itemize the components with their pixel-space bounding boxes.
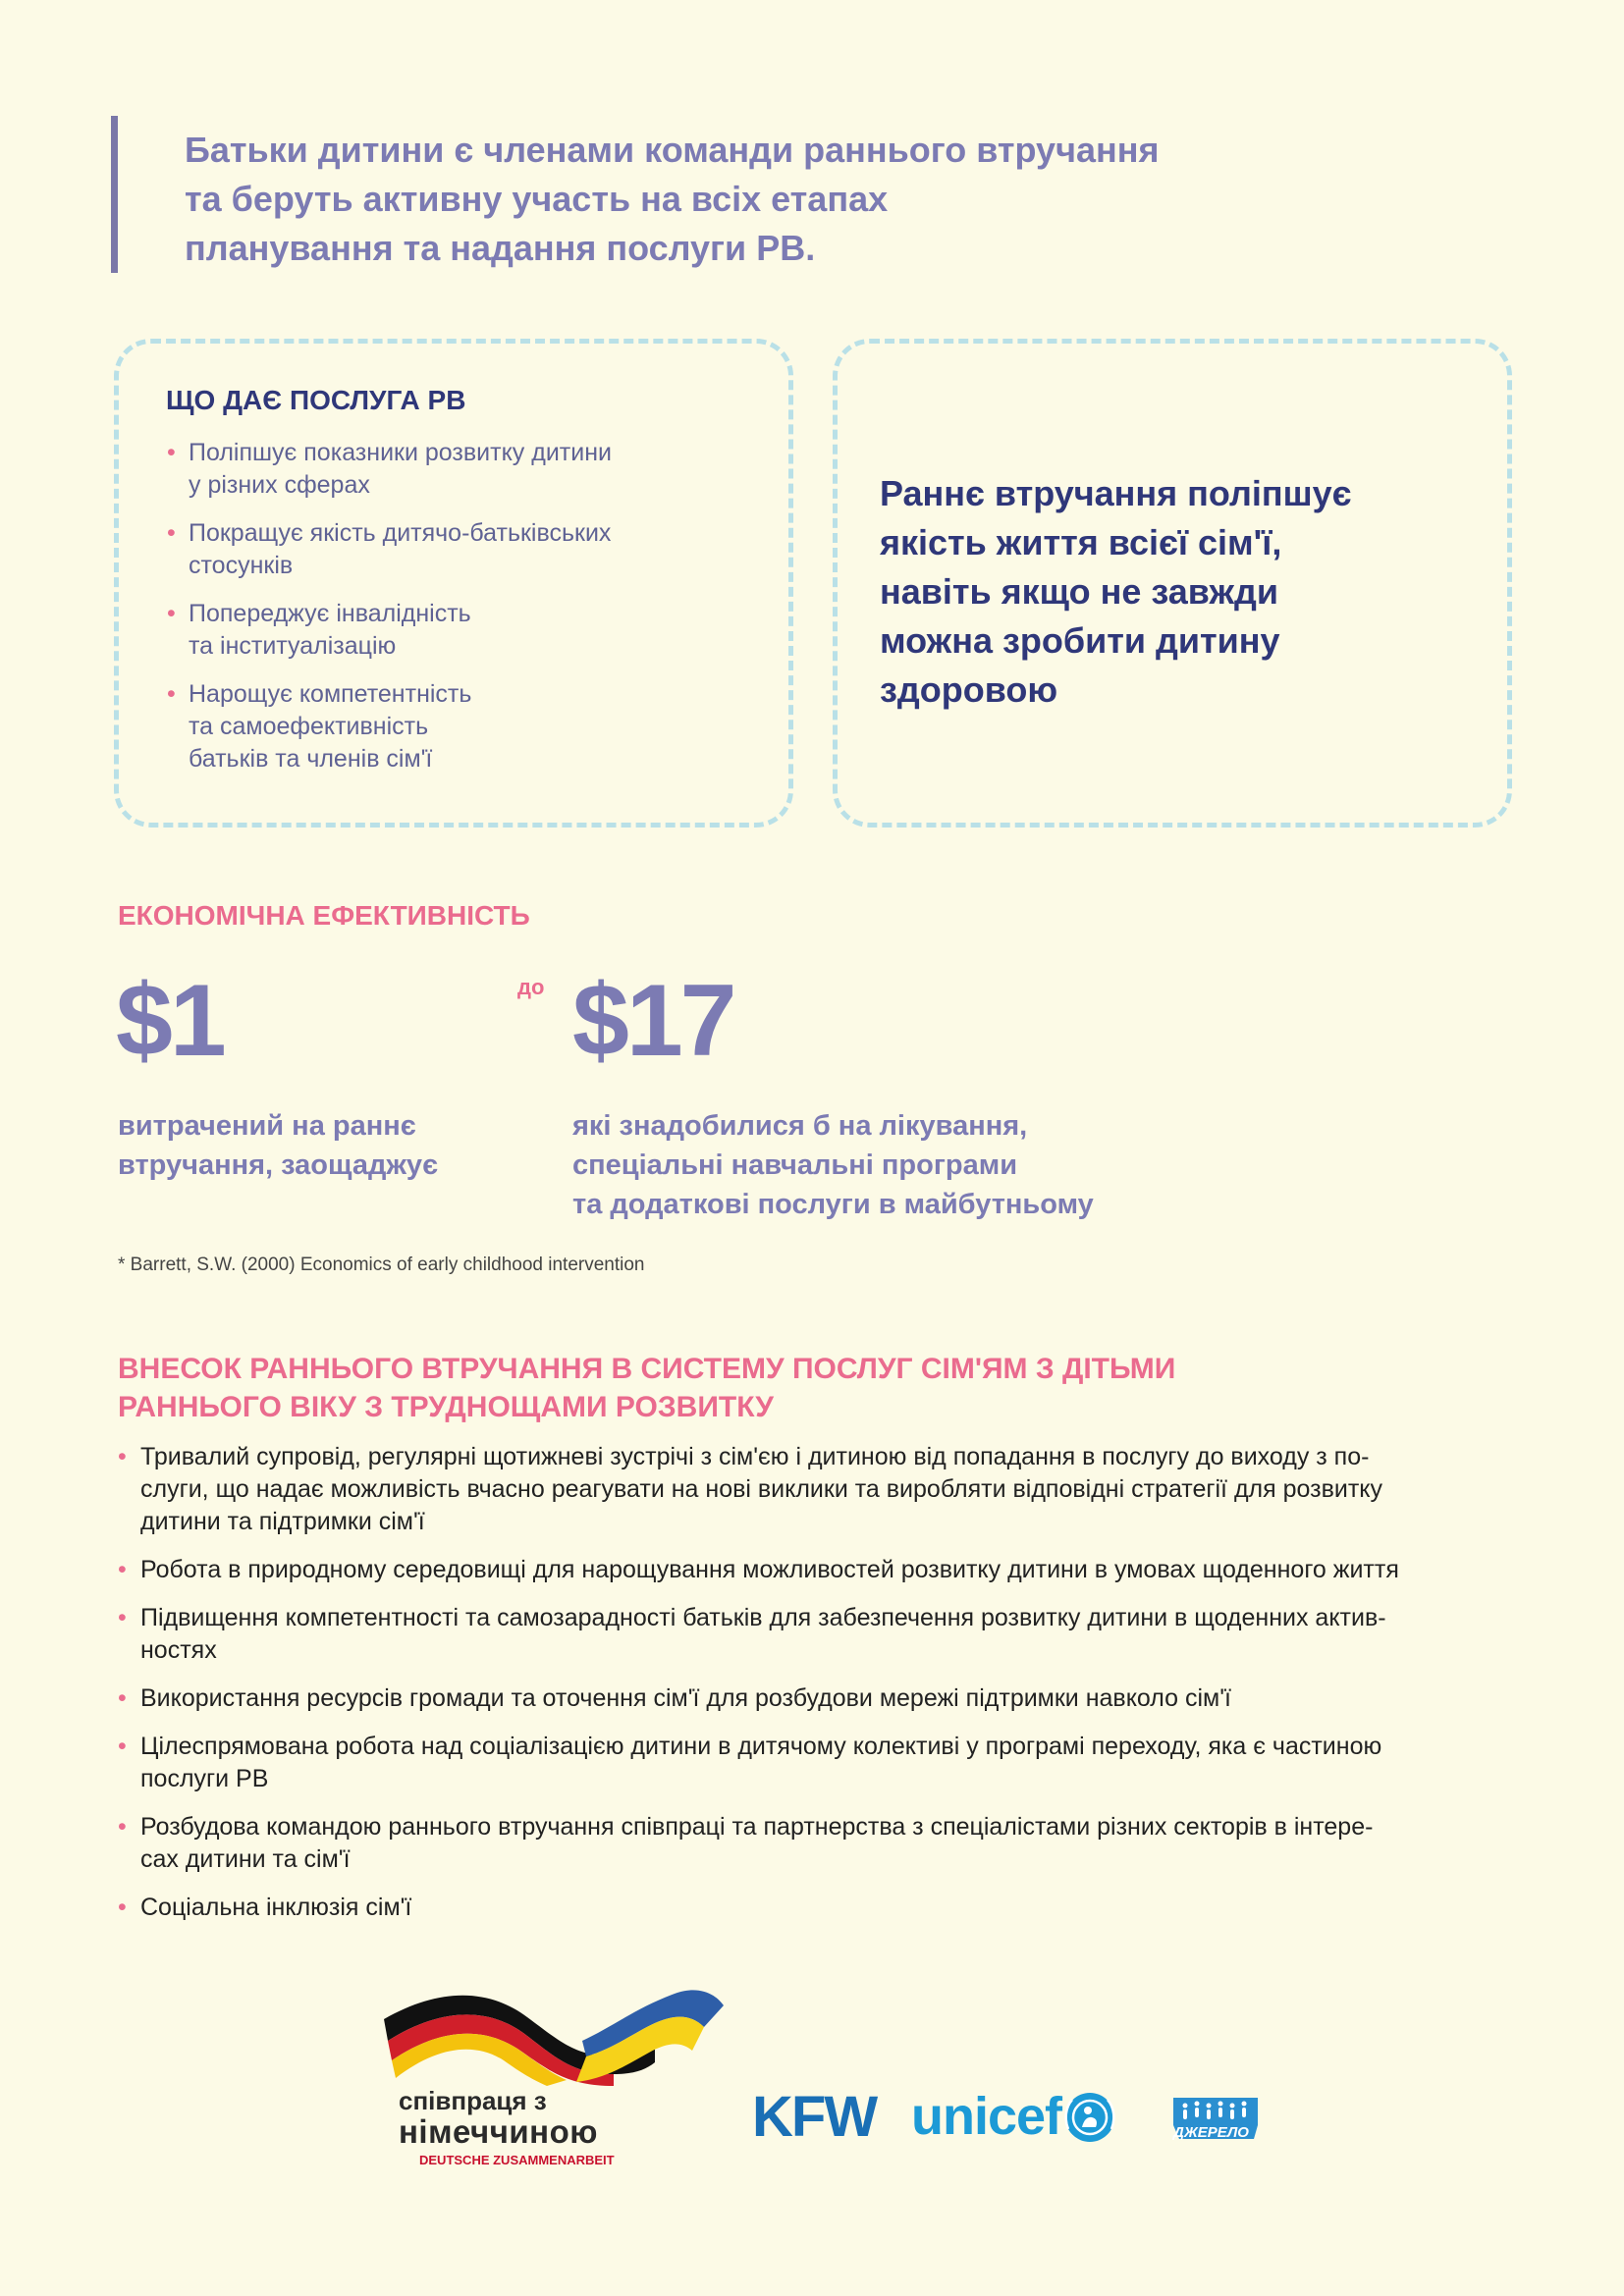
intro-line: Батьки дитини є членами команди раннього втручання (185, 130, 1160, 170)
benefits-title: ЩО ДАЄ ПОСЛУГА РВ (166, 385, 466, 415)
contribution-item: • Підвищення компетентності та самозарадності батьків для забезпечення розвитку дитини в щоденних актив- ностях (118, 1602, 1512, 1667)
footnote: * Barrett, S.W. (2000) Economics of early childhood intervention (118, 1255, 645, 1275)
contribution-list (118, 1441, 1512, 1940)
contribution-item: • Цілеспрямована робота над соціалізацією дитини в дитячому колективі у програмі переходу, яка є частиною послуги РВ (118, 1731, 1512, 1795)
benefit-item: • Нарощує компетентність та самоефективність батьків та членів сім'ї (167, 678, 756, 775)
german-cooperation-logo (380, 1988, 733, 2167)
unicef-emblem-icon (1062, 2090, 1117, 2145)
intro-accent-bar (111, 116, 118, 273)
contribution-title: ВНЕСОК РАННЬОГО ВТРУЧАННЯ В СИСТЕМУ ПОСЛУГ СІМ'ЯМ З ДІТЬМИ РАННЬОГО ВІКУ З ТРУДНОЩАМИ РОЗВИТКУ (118, 1353, 1176, 1423)
giz-line-1: співпраця з (399, 2086, 547, 2115)
contribution-item: • Соціальна інклюзія сім'ї (118, 1892, 1512, 1924)
contribution-item: • Розбудова командою раннього втручання співпраці та партнерства з спеціалістами різних секторів в інтере- сах дитини та сім'ї (118, 1811, 1512, 1876)
contribution-item: • Використання ресурсів громади та оточення сім'ї для розбудови мережі підтримки навколо сім'ї (118, 1682, 1512, 1715)
amount-spent-description: витрачений на раннє втручання, заощаджує (118, 1110, 439, 1181)
unicef-logo: unicef (911, 2087, 1062, 2146)
amount-spent: $1 (116, 964, 224, 1078)
contribution-item: • Тривалий супровід, регулярні щотижневі зустрічі з сім'єю і дитиною від попадання в послугу до виходу з по- слуги, що надає можливість вчасно реагувати на нові виклики та виробляти відповідні стратегії для розвитку дитини та підтримки сім'ї (118, 1441, 1512, 1538)
contribution-item: • Робота в природному середовищі для нарощування можливостей розвитку дитини в умовах щоденного життя (118, 1554, 1512, 1586)
dzherelo-logo-text: ДЖЕРЕЛО (1173, 2124, 1249, 2141)
intro-line: планування та надання послуги РВ. (185, 228, 816, 268)
amount-saved: $17 (572, 964, 734, 1078)
intro-line: та беруть активну участь на всіх етапах (185, 179, 889, 219)
benefit-item: • Попереджує інвалідність та інституалізацію (167, 598, 756, 663)
flag-ribbon-icon (380, 1988, 733, 2086)
economics-title: ЕКОНОМІЧНА ЕФЕКТИВНІСТЬ (118, 900, 530, 931)
giz-line-3: DEUTSCHE ZUSAMMENARBEIT (419, 2153, 615, 2167)
benefits-list (167, 437, 756, 791)
family-quality-quote: Раннє втручання поліпшує якість життя всієї сім'ї, навіть якщо не завжди можна зробити дитину здоровою (880, 473, 1352, 710)
amount-saved-description: які знадобилися б на лікування, спеціальні навчальні програми та додаткові послуги в майбутньому (572, 1110, 1094, 1220)
kfw-logo: KFW (752, 2085, 877, 2149)
intro-statement (185, 126, 1363, 273)
to-word: до (517, 975, 545, 999)
giz-line-2: німеччиною (399, 2113, 598, 2150)
benefit-item: • Покращує якість дитячо-батьківських стосунків (167, 517, 756, 582)
benefit-item: • Поліпшує показники розвитку дитини у різних сферах (167, 437, 756, 502)
